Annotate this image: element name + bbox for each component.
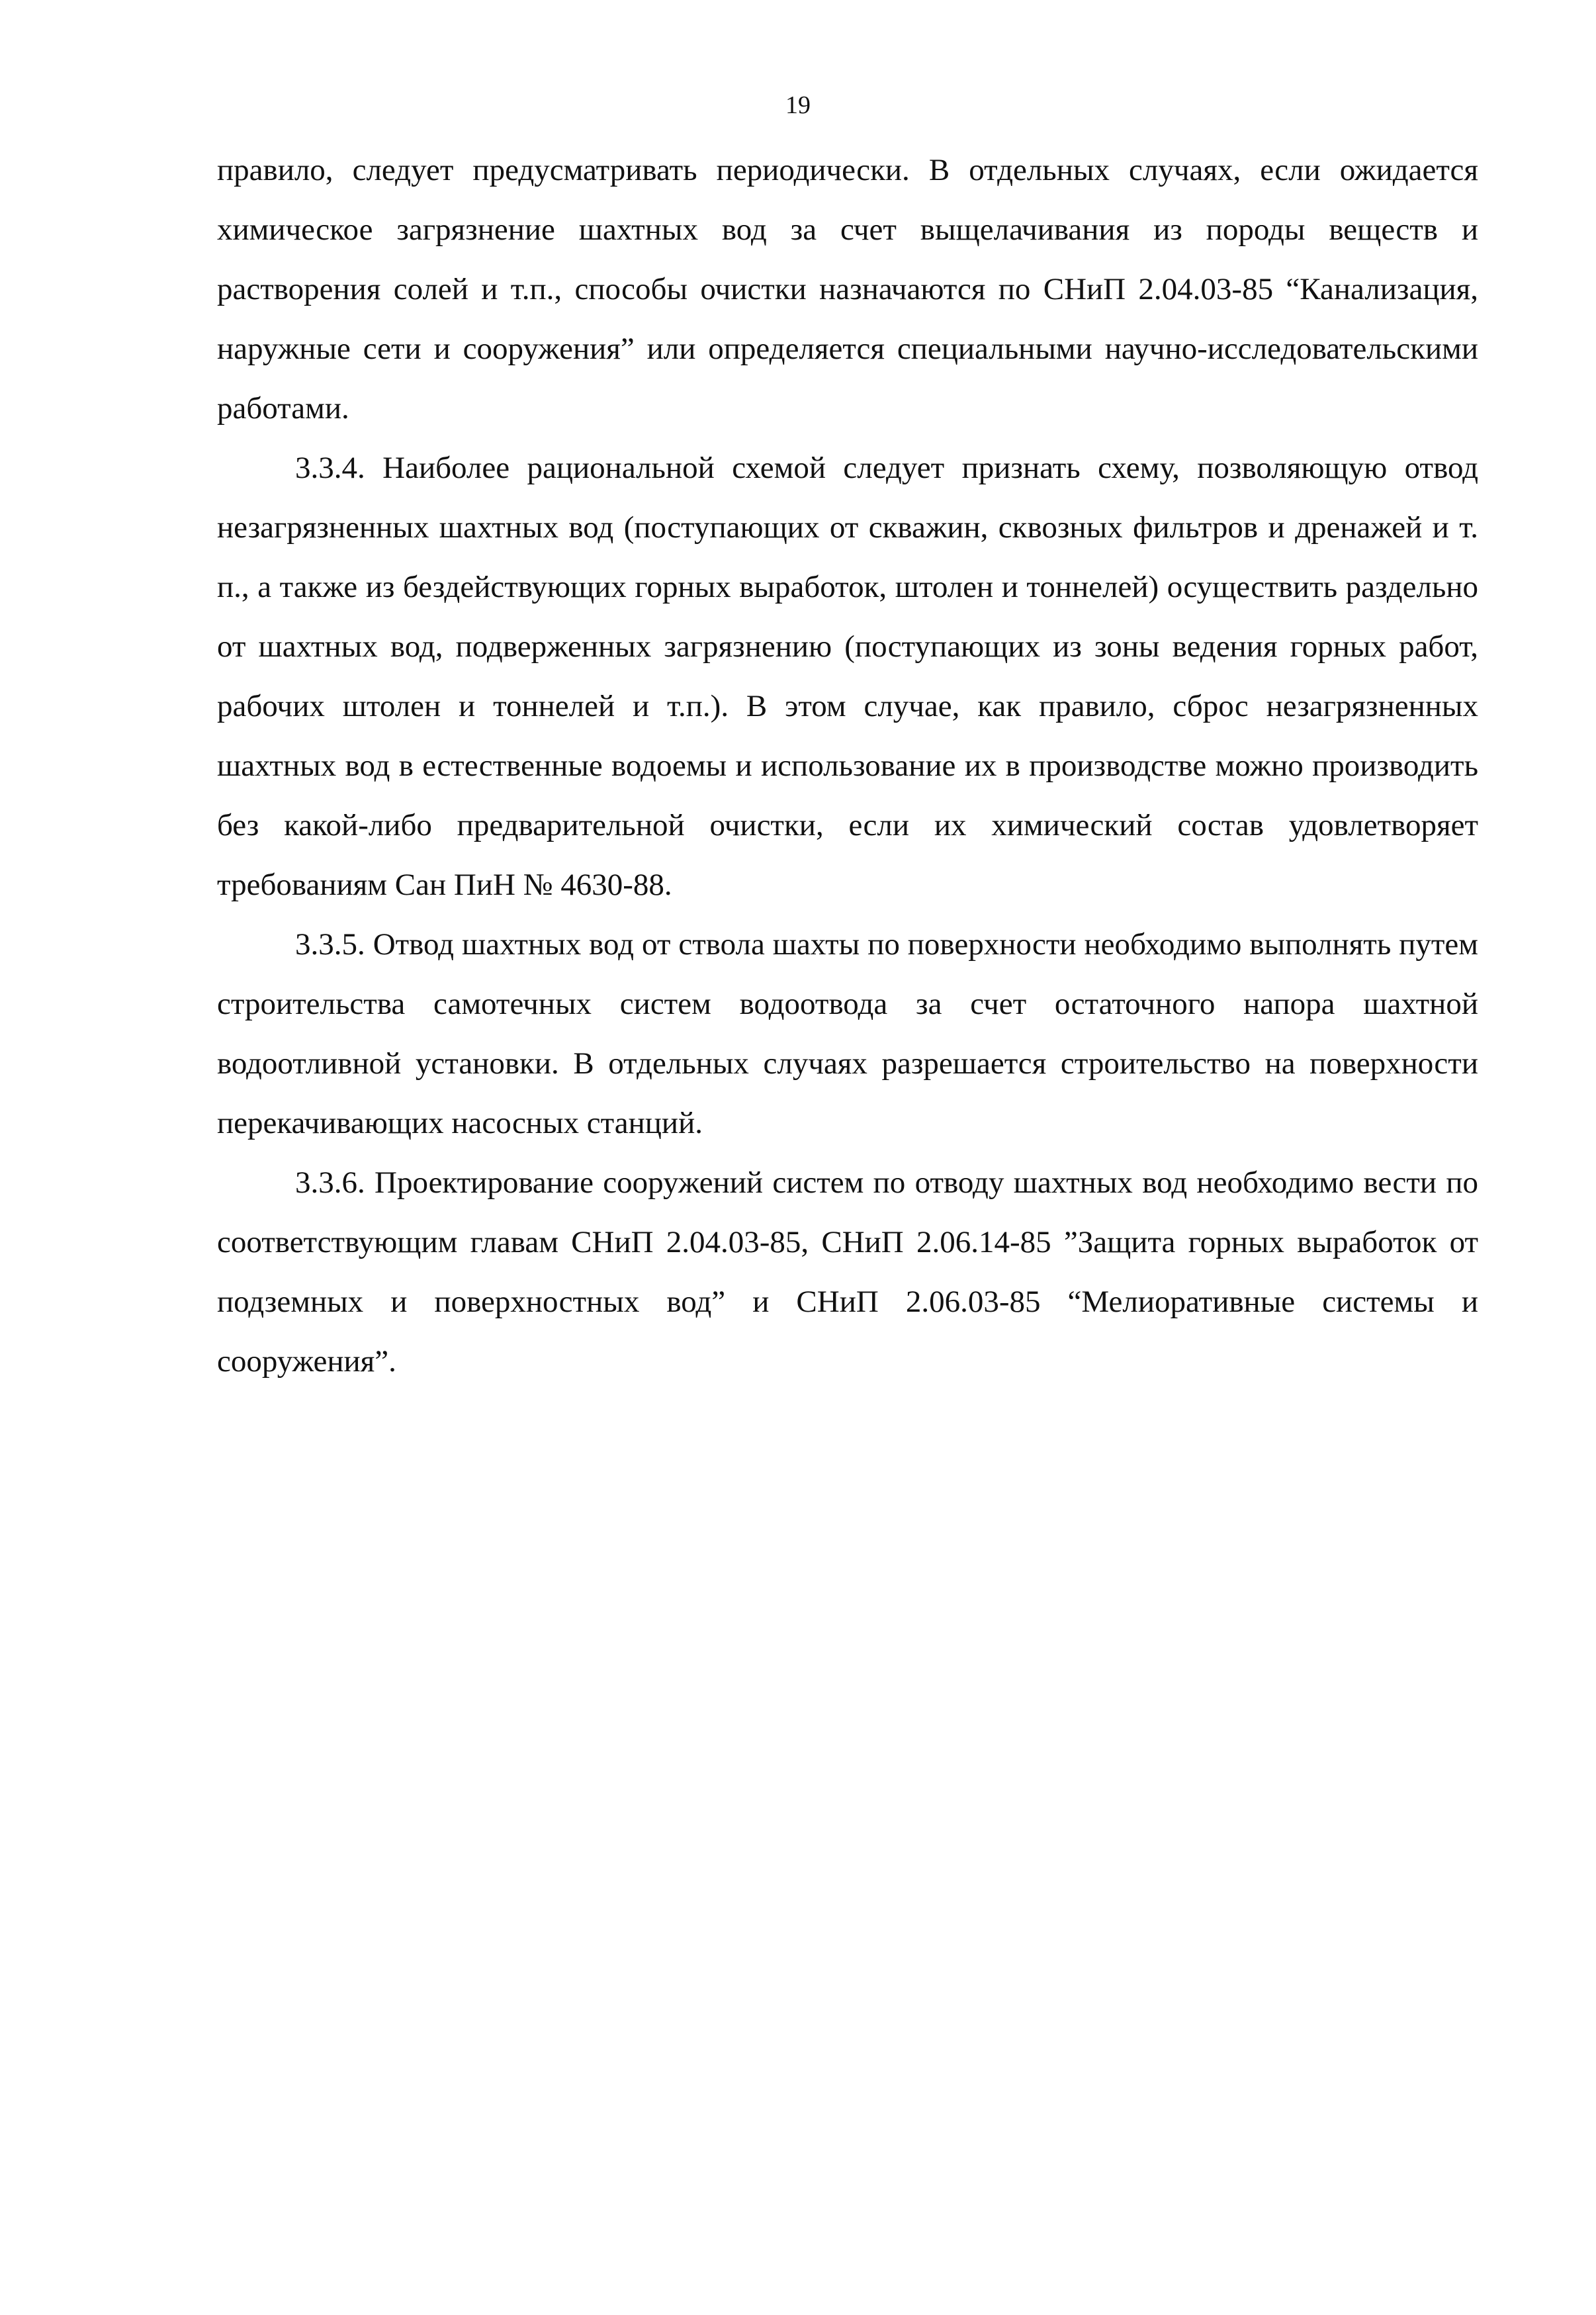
page-number: 19: [785, 91, 811, 119]
paragraph-continuation: правило, следует предусматривать периодически. В отдельных случаях, если ожидается химическое загрязнение шахтных вод за счет выщелачивания из породы веществ и растворения солей и т.п., способы очистки назначаются по СНиП 2.04.03-85 “Канализация, наружные сети и сооружения” или определяется специальными научно-исследовательскими работами.: [217, 153, 1478, 426]
document-body: [217, 140, 1478, 1391]
paragraph-3-3-4: 3.3.4. Наиболее рациональной схемой следует признать схему, позволяющую отвод незагрязненных шахтных вод (поступающих от скважин, сквозных фильтров и дренажей и т. п., а также из бездействующих горных выработок, штолен и тоннелей) осуществить раздельно от шахтных вод, подверженных загрязнению (поступающих из зоны ведения горных работ, рабочих штолен и тоннелей и т.п.). В этом случае, как правило, сброс незагрязненных шахтных вод в естественные водоемы и использование их в производстве можно производить без какой-либо предварительной очистки, если их химический состав удовлетворяет требованиям Сан ПиН № 4630-88.: [217, 451, 1478, 902]
paragraph-3-3-5: 3.3.5. Отвод шахтных вод от ствола шахты по поверхности необходимо выполнять путем строительства самотечных систем водоотвода за счет остаточного напора шахтной водоотливной установки. В отдельных случаях разрешается строительство на поверхности перекачивающих насосных станций.: [217, 927, 1478, 1140]
paragraph-3-3-6: 3.3.6. Проектирование сооружений систем по отводу шахтных вод необходимо вести по соответствующим главам СНиП 2.04.03-85, СНиП 2.06.14-85 ”Защита горных выработок от подземных и поверхностных вод” и СНиП 2.06.03-85 “Мелиоративные системы и сооружения”.: [217, 1165, 1478, 1379]
